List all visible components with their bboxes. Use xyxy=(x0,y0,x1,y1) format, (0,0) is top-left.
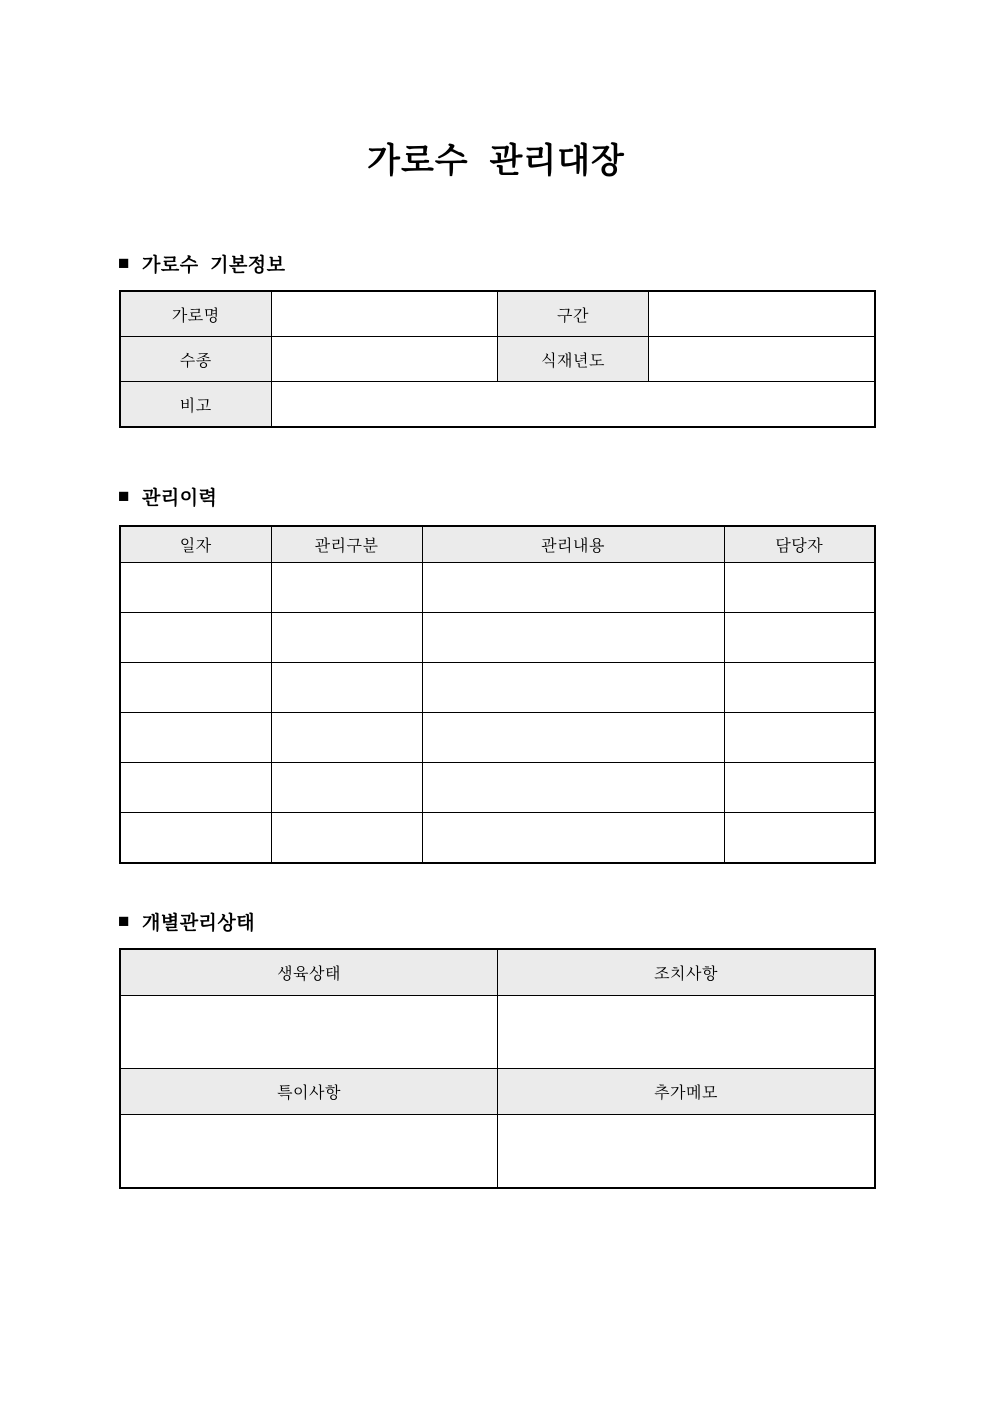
history-cell-date xyxy=(120,763,271,813)
field-label-special-notes: 특이사항 xyxy=(120,1069,498,1115)
history-cell-category xyxy=(271,663,422,713)
field-label-species: 수종 xyxy=(120,337,271,382)
management-history-table xyxy=(119,525,876,864)
section-heading-text: 가로수 기본정보 xyxy=(141,255,286,276)
history-empty-row xyxy=(120,813,875,864)
basic-info-table xyxy=(119,290,876,428)
history-cell-date xyxy=(120,663,271,713)
history-cell-manager xyxy=(724,663,875,713)
history-cell-date xyxy=(120,813,271,864)
field-label-action-items: 조치사항 xyxy=(498,949,876,996)
table-row xyxy=(120,337,875,382)
section-heading-text: 개별관리상태 xyxy=(141,913,256,934)
history-empty-row xyxy=(120,713,875,763)
black-square-marker-icon: ■ xyxy=(118,486,130,507)
field-label-planting-year: 식재년도 xyxy=(498,337,649,382)
field-label-section: 구간 xyxy=(498,291,649,337)
history-empty-row xyxy=(120,613,875,663)
status-value-row xyxy=(120,1115,875,1189)
history-cell-details xyxy=(422,713,724,763)
history-cell-date xyxy=(120,613,271,663)
history-cell-category xyxy=(271,713,422,763)
history-cell-details xyxy=(422,763,724,813)
field-value-species xyxy=(271,337,498,382)
history-cell-date xyxy=(120,563,271,613)
column-header-category: 관리구분 xyxy=(271,526,422,563)
column-header-date: 일자 xyxy=(120,526,271,563)
history-empty-row xyxy=(120,763,875,813)
table-row xyxy=(120,291,875,337)
history-cell-date xyxy=(120,713,271,763)
field-label-growth-status: 생육상태 xyxy=(120,949,498,996)
history-cell-category xyxy=(271,613,422,663)
history-cell-category xyxy=(271,763,422,813)
history-empty-row xyxy=(120,663,875,713)
history-table-body xyxy=(120,526,875,863)
status-header-row xyxy=(120,1069,875,1115)
field-value-section xyxy=(649,291,876,337)
field-value-extra-memo xyxy=(498,1115,876,1189)
history-cell-manager xyxy=(724,813,875,864)
black-square-marker-icon: ■ xyxy=(118,253,130,274)
black-square-marker-icon: ■ xyxy=(118,911,130,932)
section-heading-individual-status xyxy=(118,908,255,935)
status-value-row xyxy=(120,996,875,1069)
column-header-manager: 담당자 xyxy=(724,526,875,563)
table-row xyxy=(120,382,875,428)
history-cell-manager xyxy=(724,713,875,763)
field-value-action-items xyxy=(498,996,876,1069)
history-header-row xyxy=(120,526,875,563)
field-value-street-name xyxy=(271,291,498,337)
section-heading-basic-info xyxy=(118,250,286,277)
history-cell-details xyxy=(422,563,724,613)
history-cell-manager xyxy=(724,563,875,613)
history-cell-details xyxy=(422,613,724,663)
section-heading-text: 관리이력 xyxy=(141,488,218,509)
field-value-growth-status xyxy=(120,996,498,1069)
field-label-remarks: 비고 xyxy=(120,382,271,428)
history-cell-manager xyxy=(724,613,875,663)
history-cell-details xyxy=(422,813,724,864)
section-heading-management-history xyxy=(118,483,217,510)
history-cell-category xyxy=(271,813,422,864)
field-label-street-name: 가로명 xyxy=(120,291,271,337)
column-header-details: 관리내용 xyxy=(422,526,724,563)
history-empty-row xyxy=(120,563,875,613)
field-value-special-notes xyxy=(120,1115,498,1189)
field-value-planting-year xyxy=(649,337,876,382)
status-header-row xyxy=(120,949,875,996)
history-cell-manager xyxy=(724,763,875,813)
document-title: 가로수 관리대장 xyxy=(367,142,625,180)
history-cell-category xyxy=(271,563,422,613)
individual-status-table xyxy=(119,948,876,1189)
field-value-remarks xyxy=(271,382,875,428)
history-cell-details xyxy=(422,663,724,713)
field-label-extra-memo: 추가메모 xyxy=(498,1069,876,1115)
